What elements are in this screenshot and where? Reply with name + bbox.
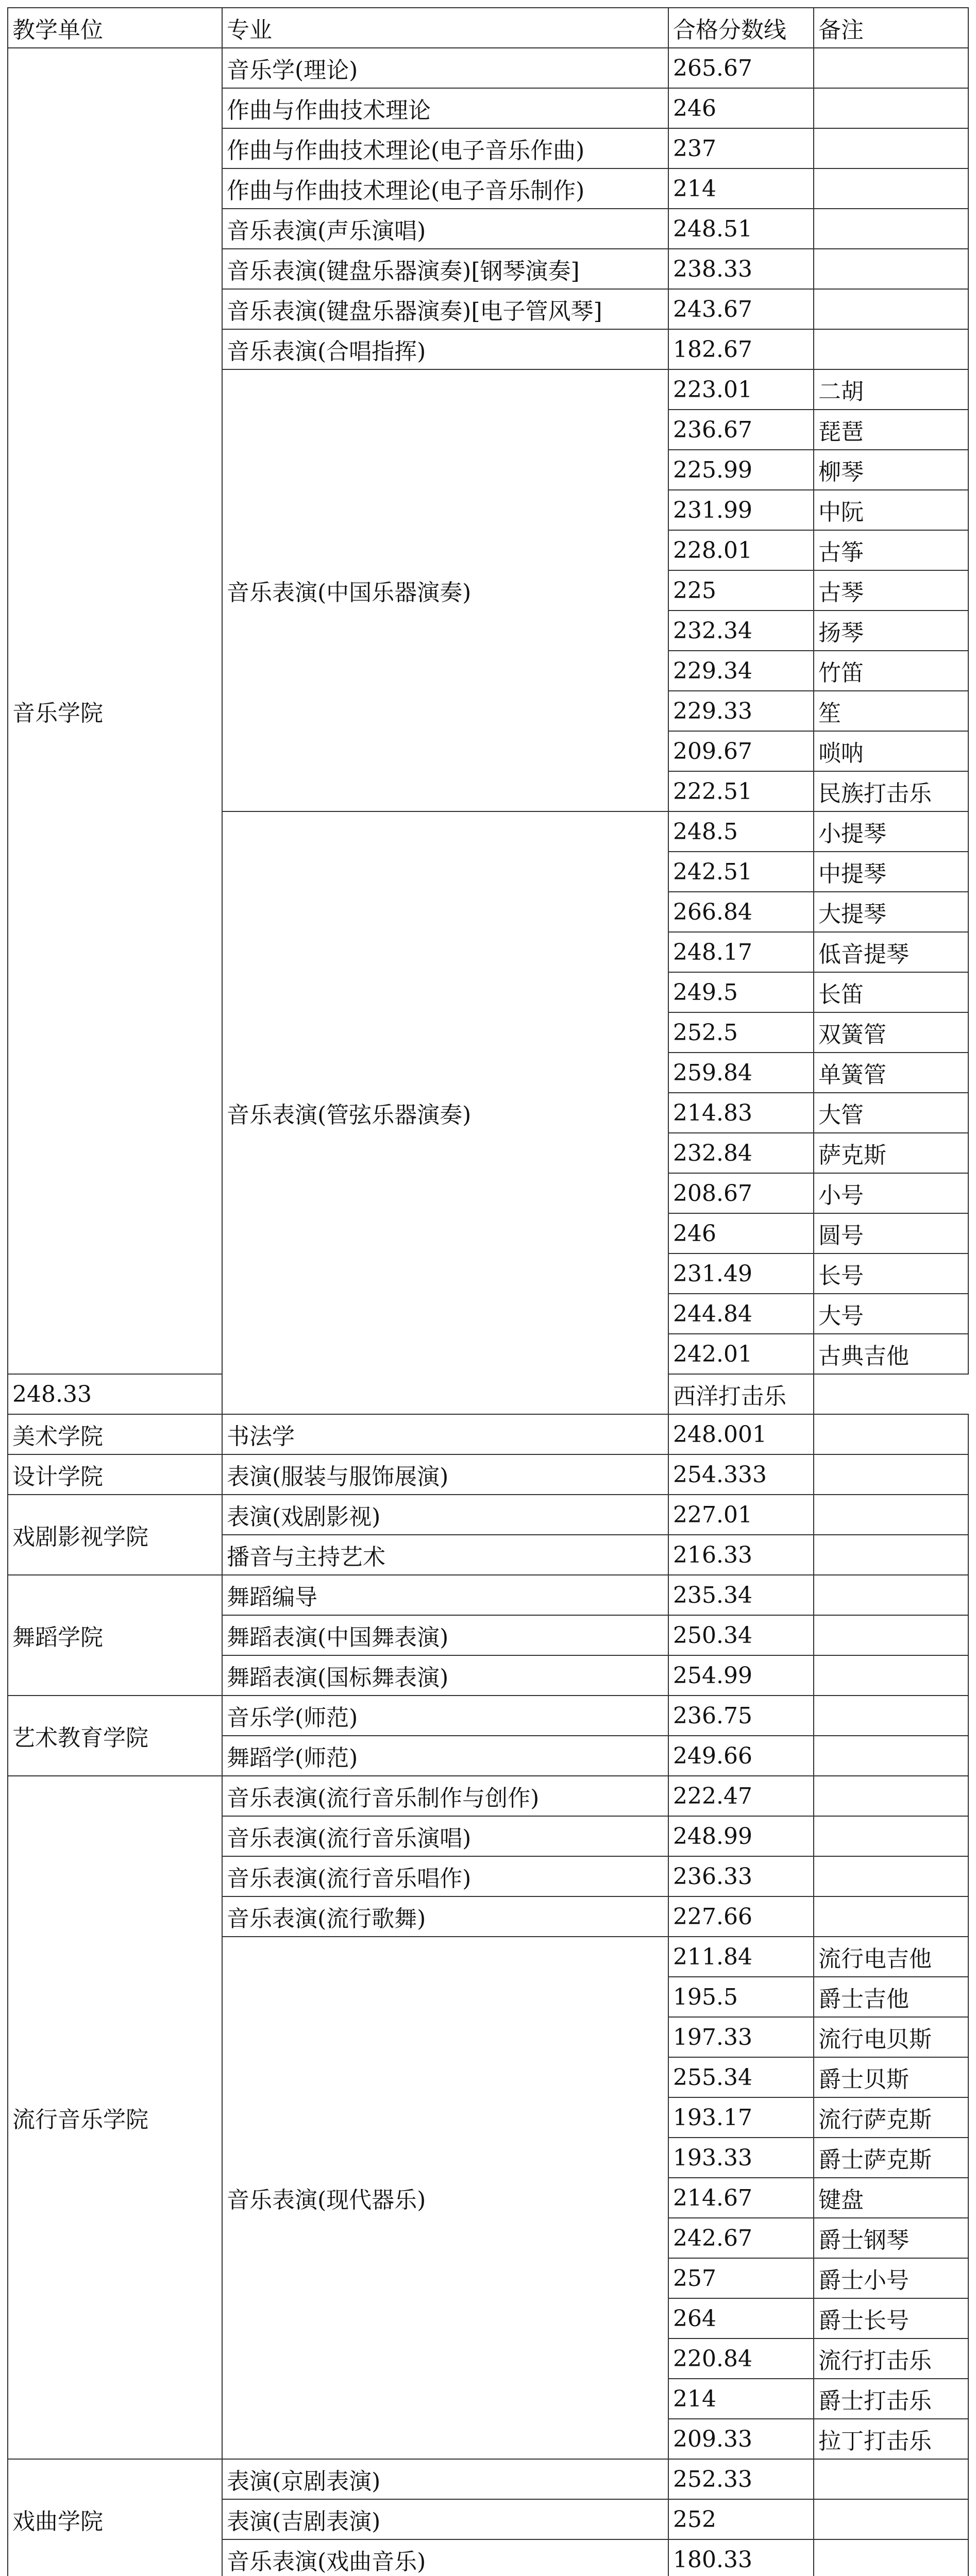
table-row	[8, 1776, 968, 1816]
score-cell: 248.17	[668, 932, 814, 972]
score-cell: 227.01	[668, 1495, 814, 1535]
note-cell: 流行电贝斯	[814, 2017, 968, 2057]
score-cell: 231.49	[668, 1253, 814, 1294]
score-cell: 254.333	[668, 1454, 814, 1495]
score-cell: 236.67	[668, 410, 814, 450]
table-row	[8, 1575, 968, 1615]
note-cell: 爵士打击乐	[814, 2379, 968, 2419]
note-cell	[814, 1655, 968, 1696]
note-cell: 长号	[814, 1253, 968, 1294]
note-cell	[814, 1575, 968, 1615]
table-row	[8, 1696, 968, 1736]
note-cell: 柳琴	[814, 450, 968, 490]
score-cell: 250.34	[668, 1615, 814, 1655]
score-cell: 214.67	[668, 2178, 814, 2218]
score-cell: 223.01	[668, 369, 814, 410]
score-cell: 197.33	[668, 2017, 814, 2057]
note-cell: 爵士萨克斯	[814, 2138, 968, 2178]
score-cell: 254.99	[668, 1655, 814, 1696]
score-cell: 235.34	[668, 1575, 814, 1615]
score-cell: 225	[668, 570, 814, 611]
note-cell	[814, 1776, 968, 1816]
score-cell: 238.33	[668, 249, 814, 289]
score-cell: 182.67	[668, 329, 814, 369]
major-cell: 作曲与作曲技术理论(电子音乐作曲)	[222, 128, 668, 168]
score-cell: 252.33	[668, 2459, 814, 2499]
major-cell: 书法学	[222, 1414, 668, 1454]
major-cell: 音乐表演(流行歌舞)	[222, 1896, 668, 1937]
score-cell: 242.01	[668, 1334, 814, 1374]
note-cell: 西洋打击乐	[668, 1374, 814, 1414]
major-cell: 舞蹈表演(国标舞表演)	[222, 1655, 668, 1696]
major-cell: 音乐表演(流行音乐演唱)	[222, 1816, 668, 1856]
note-cell: 唢呐	[814, 731, 968, 771]
note-cell: 二胡	[814, 369, 968, 410]
note-cell: 低音提琴	[814, 932, 968, 972]
major-cell: 音乐表演(键盘乐器演奏)[电子管风琴]	[222, 289, 668, 329]
score-cell: 229.34	[668, 651, 814, 691]
score-cell: 222.47	[668, 1776, 814, 1816]
note-cell: 小号	[814, 1173, 968, 1213]
major-cell: 表演(服装与服饰展演)	[222, 1454, 668, 1495]
score-cell: 248.51	[668, 209, 814, 249]
score-cell: 236.33	[668, 1856, 814, 1896]
note-cell	[814, 289, 968, 329]
note-cell: 大号	[814, 1294, 968, 1334]
major-cell: 舞蹈表演(中国舞表演)	[222, 1615, 668, 1655]
note-cell: 中提琴	[814, 852, 968, 892]
score-table	[7, 7, 969, 2576]
major-cell: 音乐表演(流行音乐唱作)	[222, 1856, 668, 1896]
note-cell: 爵士钢琴	[814, 2218, 968, 2258]
major-cell: 音乐表演(流行音乐制作与创作)	[222, 1776, 668, 1816]
note-cell: 笙	[814, 691, 968, 731]
document-page	[7, 7, 976, 2576]
score-cell: 248.33	[8, 1374, 222, 1414]
score-cell: 209.33	[668, 2419, 814, 2459]
major-cell: 音乐表演(戏曲音乐)	[222, 2539, 668, 2576]
note-cell	[814, 88, 968, 128]
score-cell: 249.5	[668, 972, 814, 1012]
score-cell: 242.67	[668, 2218, 814, 2258]
header-major: 专业	[222, 8, 668, 48]
unit-cell: 戏曲学院	[8, 2459, 222, 2576]
score-cell: 214	[668, 168, 814, 209]
table-row	[8, 48, 968, 88]
major-cell: 音乐表演(声乐演唱)	[222, 209, 668, 249]
note-cell: 琵琶	[814, 410, 968, 450]
major-cell: 作曲与作曲技术理论	[222, 88, 668, 128]
note-cell: 大提琴	[814, 892, 968, 932]
unit-cell: 舞蹈学院	[8, 1575, 222, 1696]
score-cell: 252	[668, 2499, 814, 2539]
note-cell: 圆号	[814, 1213, 968, 1253]
note-cell: 竹笛	[814, 651, 968, 691]
note-cell: 古琴	[814, 570, 968, 611]
note-cell: 拉丁打击乐	[814, 2419, 968, 2459]
major-cell: 音乐表演(合唱指挥)	[222, 329, 668, 369]
score-cell: 214.83	[668, 1093, 814, 1133]
note-cell	[814, 1414, 968, 1454]
note-cell	[814, 1816, 968, 1856]
score-cell: 227.66	[668, 1896, 814, 1937]
note-cell	[814, 1736, 968, 1776]
major-cell: 音乐学(师范)	[222, 1696, 668, 1736]
note-cell	[814, 168, 968, 209]
table-row	[8, 1414, 968, 1454]
score-cell: 211.84	[668, 1937, 814, 1977]
score-cell: 248.5	[668, 811, 814, 852]
note-cell: 爵士小号	[814, 2258, 968, 2298]
note-cell: 古典吉他	[814, 1334, 968, 1374]
score-cell: 249.66	[668, 1736, 814, 1776]
note-cell	[814, 209, 968, 249]
header-note: 备注	[814, 8, 968, 48]
major-cell: 音乐表演(管弦乐器演奏)	[222, 811, 668, 1414]
note-cell: 中阮	[814, 490, 968, 530]
table-row	[8, 2459, 968, 2499]
note-cell	[814, 1495, 968, 1535]
major-cell: 音乐表演(现代器乐)	[222, 1937, 668, 2459]
note-cell	[814, 1454, 968, 1495]
score-cell: 266.84	[668, 892, 814, 932]
note-cell: 双簧管	[814, 1012, 968, 1053]
note-cell	[814, 1535, 968, 1575]
score-cell: 246	[668, 1213, 814, 1253]
table-header-row	[8, 8, 968, 48]
unit-cell: 音乐学院	[8, 48, 222, 1374]
score-cell: 243.67	[668, 289, 814, 329]
note-cell	[814, 329, 968, 369]
major-cell: 音乐表演(中国乐器演奏)	[222, 369, 668, 811]
note-cell	[814, 48, 968, 88]
score-cell: 231.99	[668, 490, 814, 530]
note-cell: 单簧管	[814, 1053, 968, 1093]
note-cell: 流行打击乐	[814, 2338, 968, 2379]
score-cell: 229.33	[668, 691, 814, 731]
score-cell: 214	[668, 2379, 814, 2419]
note-cell	[814, 1856, 968, 1896]
unit-cell: 设计学院	[8, 1454, 222, 1495]
unit-cell: 流行音乐学院	[8, 1776, 222, 2459]
score-cell: 252.5	[668, 1012, 814, 1053]
note-cell: 流行电吉他	[814, 1937, 968, 1977]
score-cell: 232.84	[668, 1133, 814, 1173]
unit-cell: 艺术教育学院	[8, 1696, 222, 1776]
table-row	[8, 1454, 968, 1495]
score-cell: 209.67	[668, 731, 814, 771]
score-cell: 237	[668, 128, 814, 168]
score-cell: 232.34	[668, 611, 814, 651]
note-cell	[814, 2459, 968, 2499]
score-cell: 248.99	[668, 1816, 814, 1856]
note-cell: 爵士长号	[814, 2298, 968, 2338]
note-cell: 民族打击乐	[814, 771, 968, 811]
score-cell: 236.75	[668, 1696, 814, 1736]
note-cell: 爵士贝斯	[814, 2057, 968, 2097]
major-cell: 表演(戏剧影视)	[222, 1495, 668, 1535]
note-cell: 小提琴	[814, 811, 968, 852]
major-cell: 作曲与作曲技术理论(电子音乐制作)	[222, 168, 668, 209]
header-score: 合格分数线	[668, 8, 814, 48]
score-cell: 220.84	[668, 2338, 814, 2379]
score-cell: 265.67	[668, 48, 814, 88]
score-cell: 257	[668, 2258, 814, 2298]
score-cell: 244.84	[668, 1294, 814, 1334]
major-cell: 表演(京剧表演)	[222, 2459, 668, 2499]
major-cell: 表演(吉剧表演)	[222, 2499, 668, 2539]
note-cell	[814, 1615, 968, 1655]
score-cell: 264	[668, 2298, 814, 2338]
note-cell: 古筝	[814, 530, 968, 570]
score-cell: 246	[668, 88, 814, 128]
note-cell: 长笛	[814, 972, 968, 1012]
table-row	[8, 1495, 968, 1535]
unit-cell: 戏剧影视学院	[8, 1495, 222, 1575]
note-cell	[814, 249, 968, 289]
note-cell	[814, 2499, 968, 2539]
note-cell	[814, 1896, 968, 1937]
major-cell: 音乐表演(键盘乐器演奏)[钢琴演奏]	[222, 249, 668, 289]
score-cell: 255.34	[668, 2057, 814, 2097]
note-cell	[814, 2539, 968, 2576]
note-cell: 键盘	[814, 2178, 968, 2218]
major-cell: 舞蹈编导	[222, 1575, 668, 1615]
score-cell: 228.01	[668, 530, 814, 570]
note-cell	[814, 128, 968, 168]
note-cell: 流行萨克斯	[814, 2097, 968, 2138]
header-unit: 教学单位	[8, 8, 222, 48]
table-body	[8, 48, 968, 2576]
note-cell: 扬琴	[814, 611, 968, 651]
note-cell: 爵士吉他	[814, 1977, 968, 2017]
score-cell: 216.33	[668, 1535, 814, 1575]
major-cell: 舞蹈学(师范)	[222, 1736, 668, 1776]
major-cell: 播音与主持艺术	[222, 1535, 668, 1575]
score-cell: 193.17	[668, 2097, 814, 2138]
score-cell: 242.51	[668, 852, 814, 892]
score-cell: 193.33	[668, 2138, 814, 2178]
note-cell: 萨克斯	[814, 1133, 968, 1173]
score-cell: 222.51	[668, 771, 814, 811]
unit-cell: 美术学院	[8, 1414, 222, 1454]
note-cell	[814, 1696, 968, 1736]
note-cell: 大管	[814, 1093, 968, 1133]
score-cell: 208.67	[668, 1173, 814, 1213]
score-cell: 195.5	[668, 1977, 814, 2017]
score-cell: 248.001	[668, 1414, 814, 1454]
score-cell: 225.99	[668, 450, 814, 490]
major-cell: 音乐学(理论)	[222, 48, 668, 88]
score-cell: 180.33	[668, 2539, 814, 2576]
score-cell: 259.84	[668, 1053, 814, 1093]
